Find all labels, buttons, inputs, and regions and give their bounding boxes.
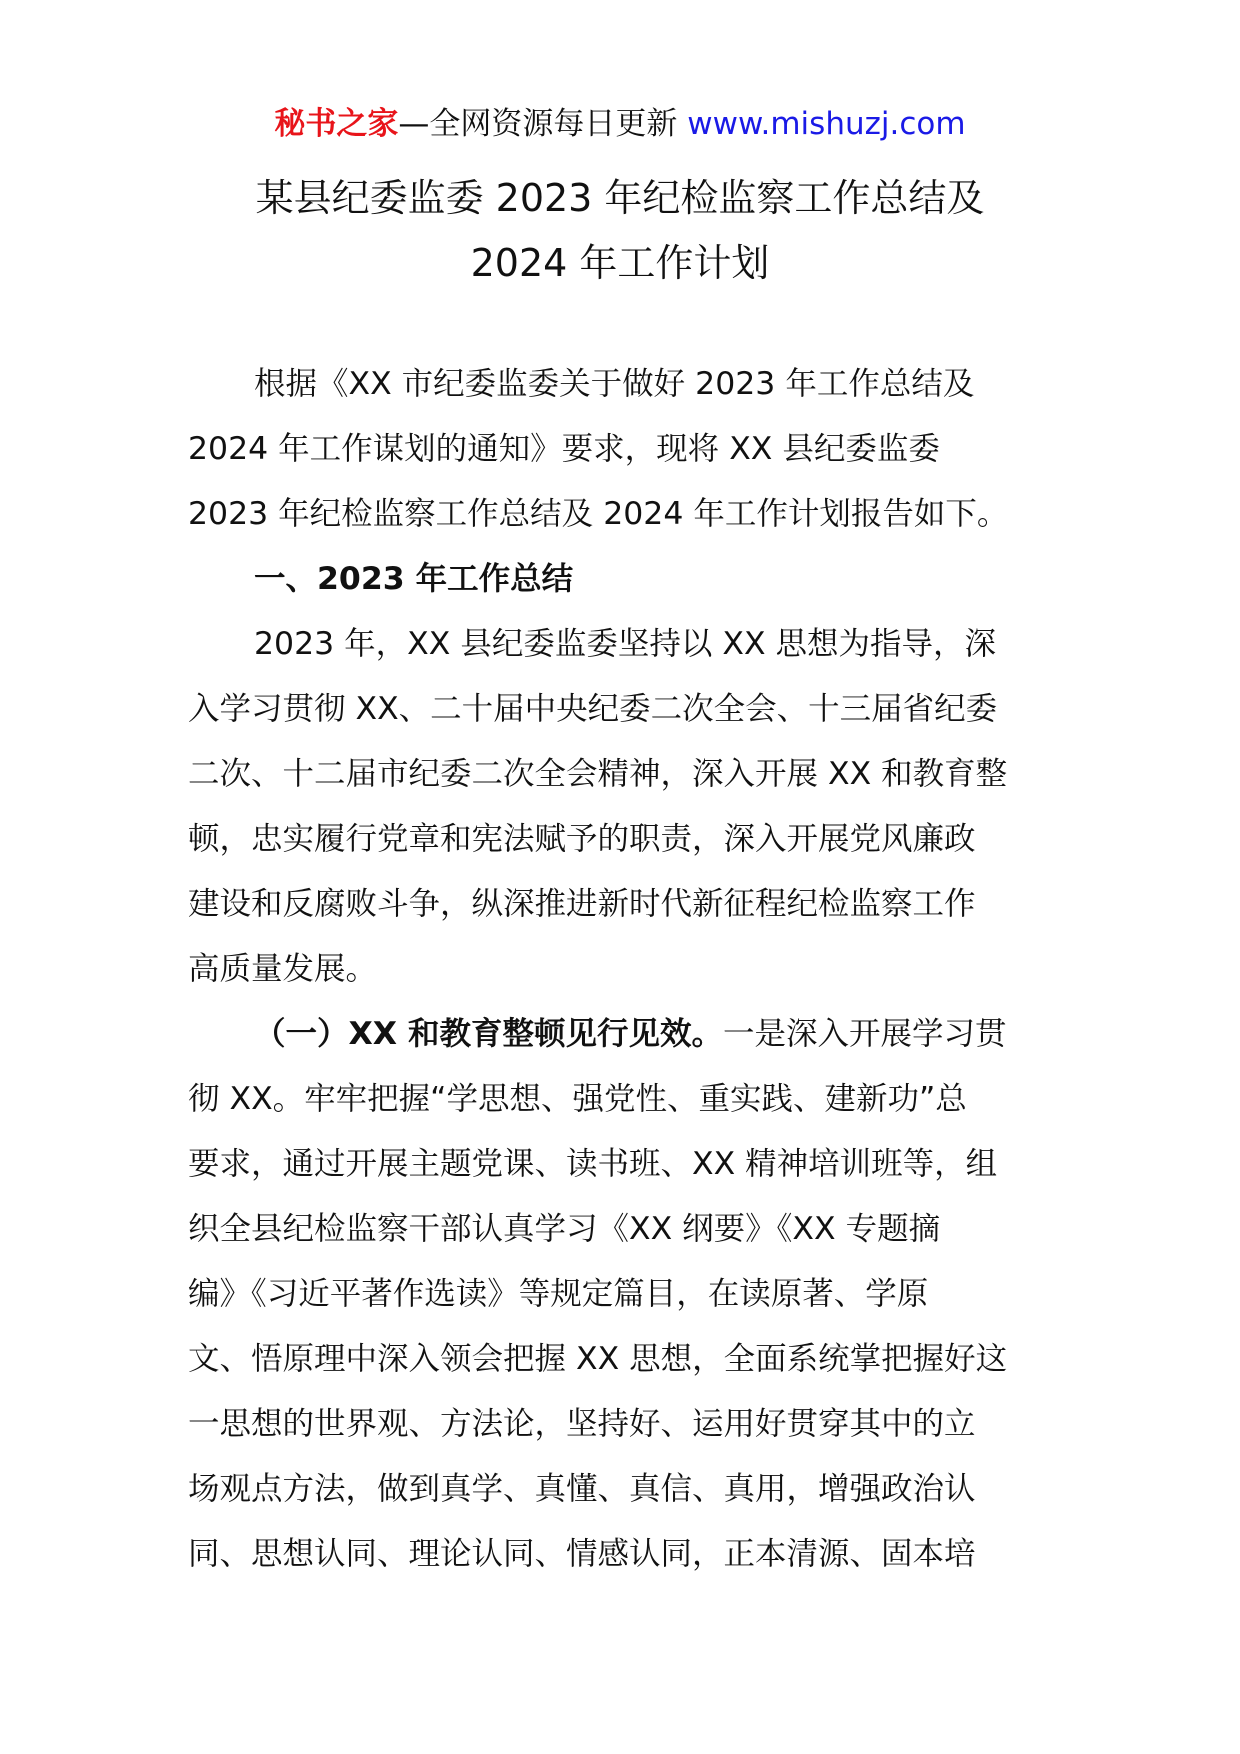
site-url[interactable]: www.mishuzj.com xyxy=(687,106,966,142)
subsection1-line-2: 彻 XX。牢牢把握“学思想、强党性、重实践、建新功”总 xyxy=(188,1081,967,1117)
title-line-2: 2024 年工作计划 xyxy=(470,241,770,285)
header-tagline: —全网资源每日更新 xyxy=(398,106,688,142)
document-title xyxy=(0,166,1240,296)
section1-line-6: 高质量发展。 xyxy=(188,951,378,987)
section1-line-4: 顿，忠实履行党章和宪法赋予的职责，深入开展党风廉政 xyxy=(188,821,976,857)
subsection1-line-6: 文、悟原理中深入领会把握 XX 思想，全面系统掌把握好这 xyxy=(188,1341,1008,1377)
intro-line-3: 2023 年纪检监察工作总结及 2024 年工作计划报告如下。 xyxy=(188,496,1009,532)
intro-line-1: 根据《XX 市纪委监委关于做好 2023 年工作总结及 xyxy=(254,366,975,402)
document-body xyxy=(188,352,1058,1587)
subsection1-line-4: 织全县纪检监察干部认真学习《XX 纲要》《XX 专题摘 xyxy=(188,1211,941,1247)
subsection1-line-8: 场观点方法，做到真学、真懂、真信、真用，增强政治认 xyxy=(188,1471,976,1507)
subsection1-line-7: 一思想的世界观、方法论，坚持好、运用好贯穿其中的立 xyxy=(188,1406,976,1442)
section1-line-5: 建设和反腐败斗争，纵深推进新时代新征程纪检监察工作 xyxy=(188,886,976,922)
section-heading-1: 一、2023 年工作总结 xyxy=(254,561,574,597)
title-line-1: 某县纪委监委 2023 年纪检监察工作总结及 xyxy=(255,176,985,220)
intro-line-2: 2024 年工作谋划的通知》要求，现将 XX 县纪委监委 xyxy=(188,431,940,467)
brand-name: 秘书之家 xyxy=(274,106,399,142)
section1-line-3: 二次、十二届市纪委二次全会精神，深入开展 XX 和教育整 xyxy=(188,756,1008,792)
site-header xyxy=(0,103,1240,145)
subsection1-first-line-text: 一是深入开展学习贯 xyxy=(723,1016,1007,1052)
subsection1-line-3: 要求，通过开展主题党课、读书班、XX 精神培训班等，组 xyxy=(188,1146,998,1182)
subsection1-line-5: 编》《习近平著作选读》等规定篇目，在读原著、学原 xyxy=(188,1276,929,1312)
subsection-heading-1: （一）XX 和教育整顿见行见效。 xyxy=(254,1016,724,1052)
section1-line-2: 入学习贯彻 XX、二十届中央纪委二次全会、十三届省纪委 xyxy=(188,691,998,727)
subsection1-first-line xyxy=(188,1002,1058,1067)
subsection1-line-9: 同、思想认同、理论认同、情感认同，正本清源、固本培 xyxy=(188,1536,976,1572)
section1-line-1: 2023 年，XX 县纪委监委坚持以 XX 思想为指导，深 xyxy=(254,626,997,662)
